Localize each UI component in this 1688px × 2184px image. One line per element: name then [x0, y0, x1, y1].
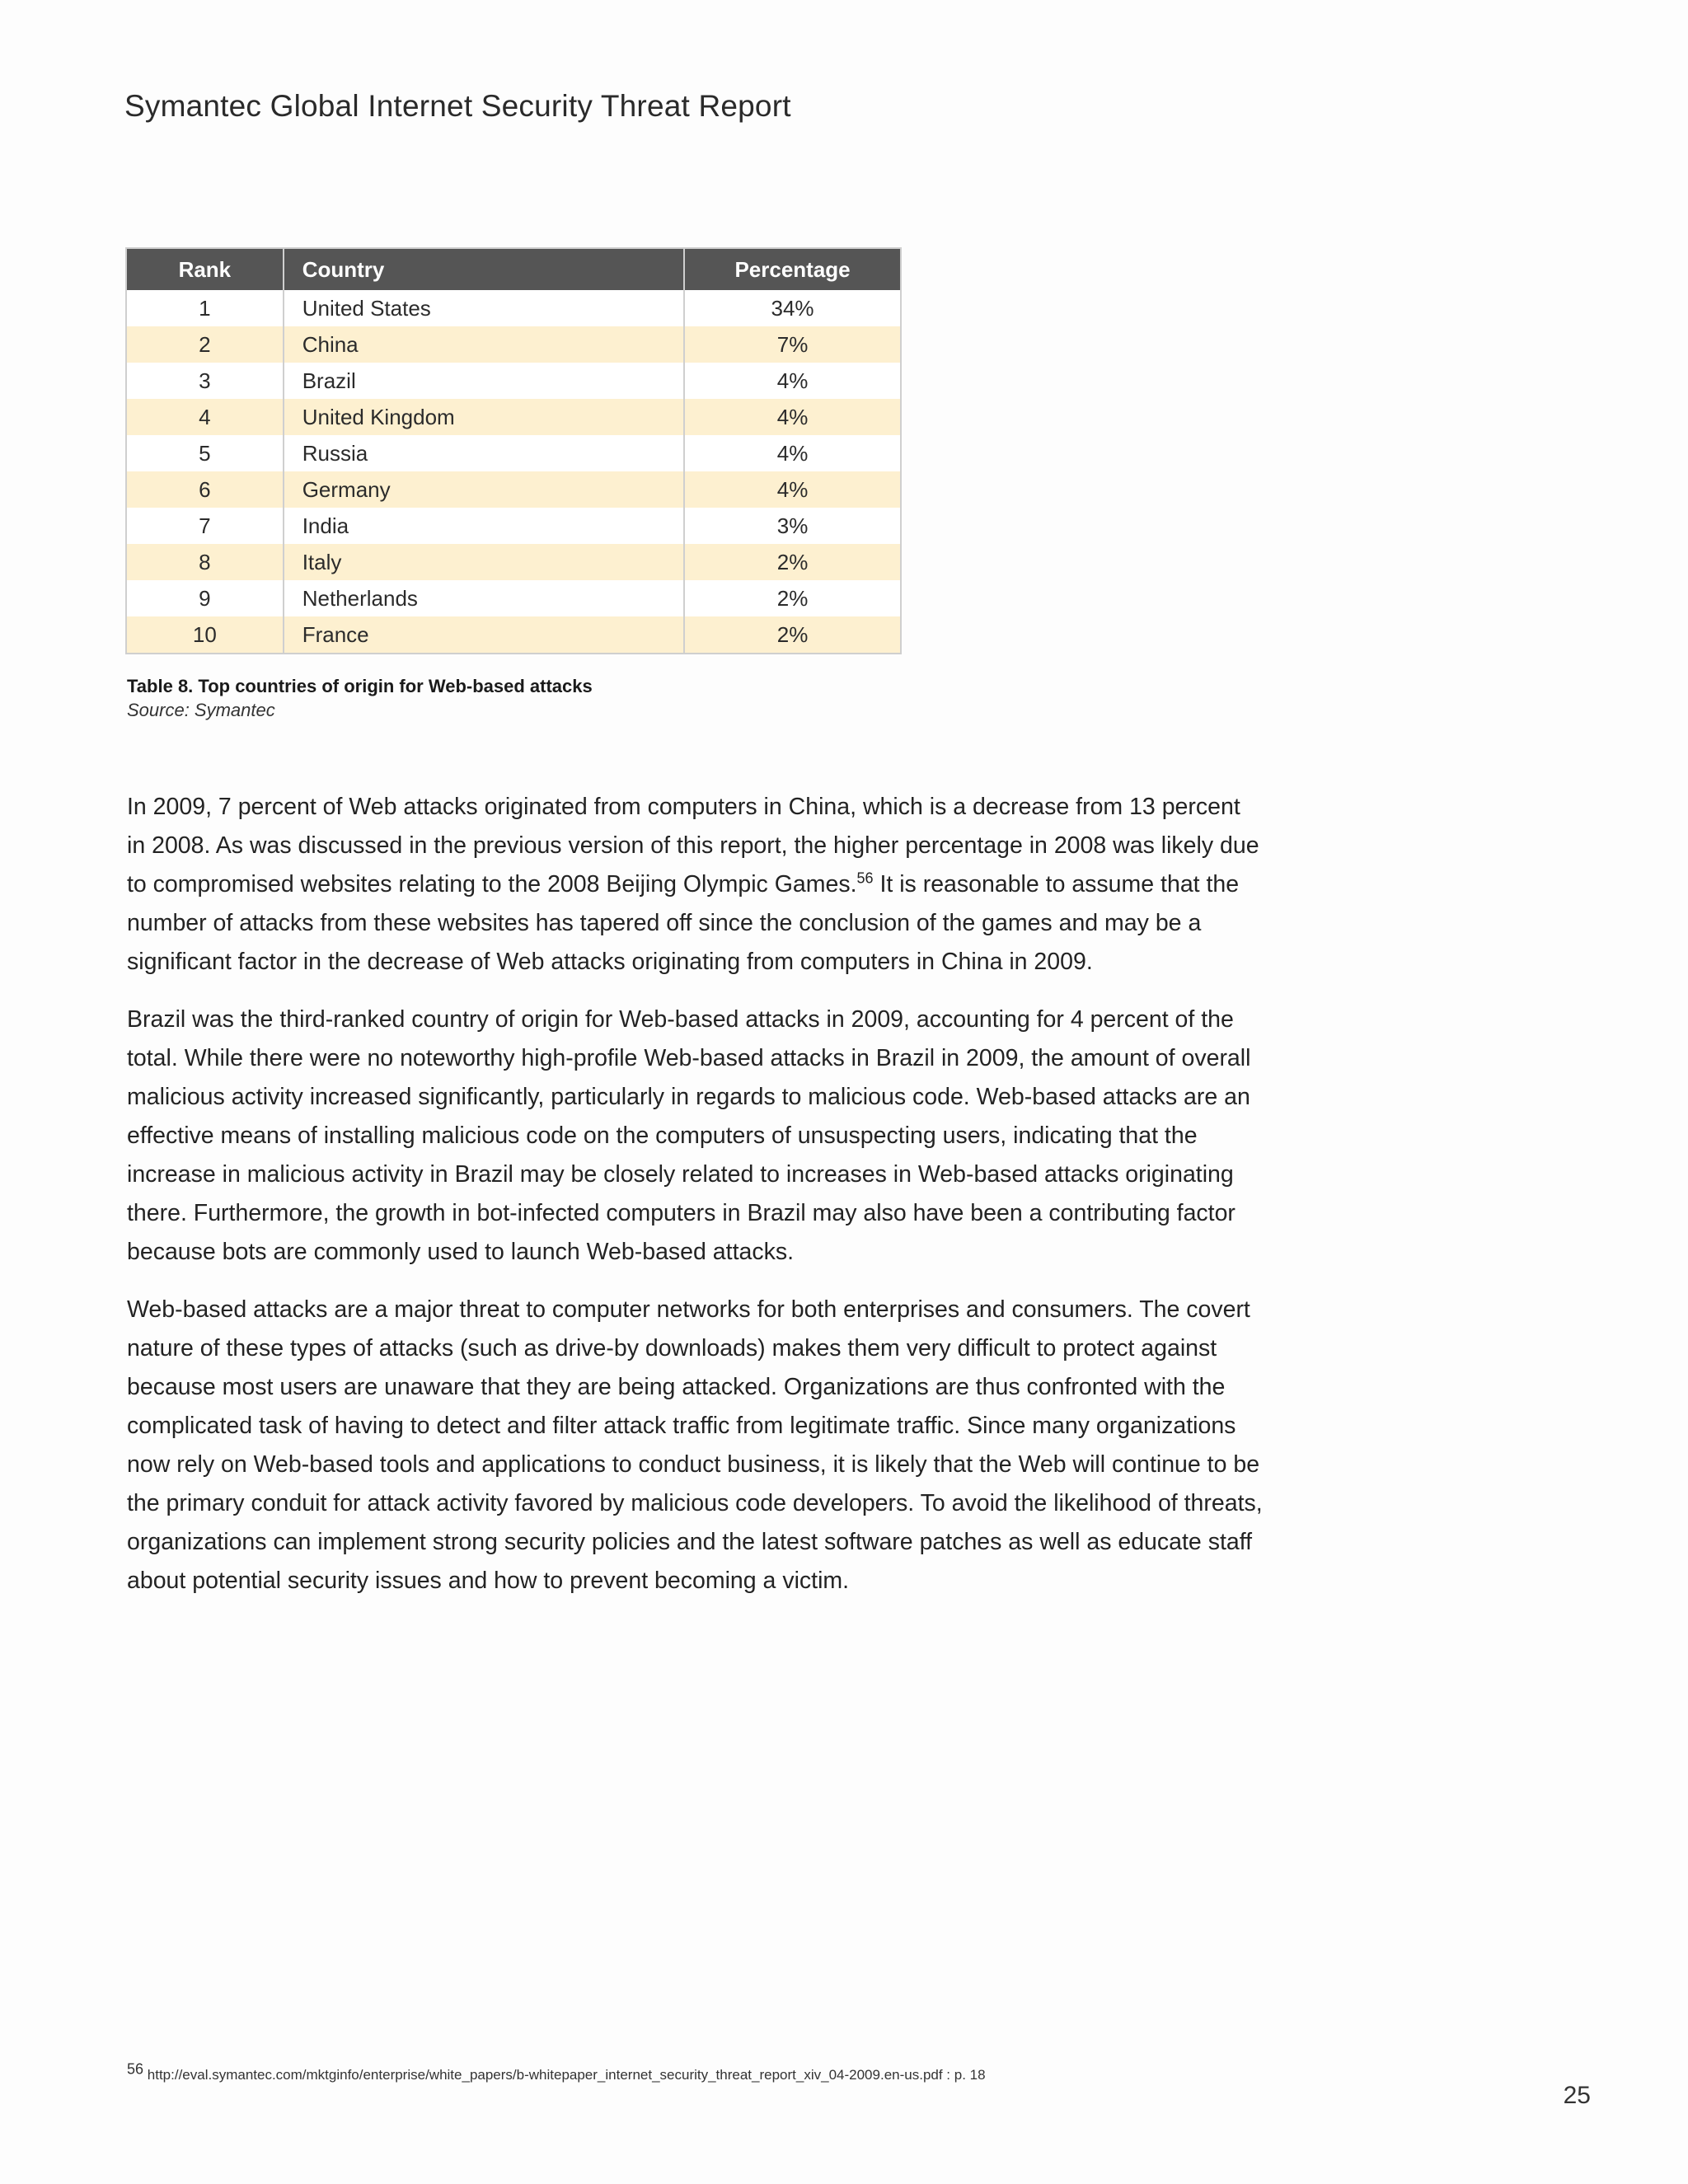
percentage-cell: 2%	[684, 544, 900, 580]
footnote	[127, 2060, 986, 2083]
column-header-rank: Rank	[127, 249, 284, 290]
table-caption	[127, 674, 593, 722]
table-row	[127, 435, 900, 471]
table-row	[127, 616, 900, 653]
paragraph-text: In 2009, 7 percent of Web attacks originated from computers in China, which is a decrease from 13 percent in 2008. As was discussed in the previous version of this report, the higher percentage in 2008 was likely due to compromised websites relating to the 2008 Beijing Olympic Games.	[127, 794, 1259, 898]
country-cell: China	[284, 326, 684, 363]
table-row	[127, 326, 900, 363]
column-header-country: Country	[284, 249, 684, 290]
rank-cell: 10	[127, 616, 284, 653]
rank-cell: 9	[127, 580, 284, 616]
rank-cell: 7	[127, 508, 284, 544]
table-row	[127, 471, 900, 508]
percentage-cell: 4%	[684, 435, 900, 471]
percentage-cell: 34%	[684, 290, 900, 326]
country-cell: Italy	[284, 544, 684, 580]
country-cell: United Kingdom	[284, 399, 684, 435]
country-cell: Netherlands	[284, 580, 684, 616]
percentage-cell: 2%	[684, 580, 900, 616]
table-row	[127, 399, 900, 435]
percentage-cell: 4%	[684, 363, 900, 399]
table-row	[127, 580, 900, 616]
column-header-percentage: Percentage	[684, 249, 900, 290]
page-header-title: Symantec Global Internet Security Threat Report	[124, 89, 791, 123]
countries-table	[127, 249, 900, 653]
percentage-cell: 7%	[684, 326, 900, 363]
footnote-number: 56	[127, 2060, 144, 2078]
percentage-cell: 4%	[684, 399, 900, 435]
table-caption-source: Source: Symantec	[127, 700, 275, 720]
country-cell: India	[284, 508, 684, 544]
table-row	[127, 544, 900, 580]
rank-cell: 4	[127, 399, 284, 435]
rank-cell: 6	[127, 471, 284, 508]
rank-cell: 1	[127, 290, 284, 326]
footnote-reference[interactable]: 56	[856, 869, 874, 887]
country-cell: Brazil	[284, 363, 684, 399]
table-row	[127, 508, 900, 544]
footnote-url[interactable]: http://eval.symantec.com/mktginfo/enterprise/white_papers/b-whitepaper_internet_security_threat_report_xiv_04-2009.en-us.pdf : p. 18	[147, 2067, 986, 2083]
table-header-row	[127, 249, 900, 290]
percentage-cell: 4%	[684, 471, 900, 508]
country-cell: United States	[284, 290, 684, 326]
paragraph-text: It is reasonable to assume that the number of attacks from these websites has tapered off since the conclusion of the games and may be a significant factor in the decrease of Web attacks originating from computers in China in 2009.	[127, 871, 1240, 975]
rank-cell: 3	[127, 363, 284, 399]
rank-cell: 5	[127, 435, 284, 471]
country-cell: Russia	[284, 435, 684, 471]
paragraph-web-attacks: Web-based attacks are a major threat to computer networks for both enterprises and consumers. The covert nature of these types of attacks (such as drive-by downloads) makes them very difficult to protect against because most users are unaware that they are being attacked. Organizations are thus confronted with the complicated task of having to detect and filter attack traffic from legitimate traffic. Since many organizations now rely on Web-based tools and applications to conduct business, it is likely that the Web will continue to be the primary conduit for attack activity favored by malicious code developers. To avoid the likelihood of threats, organizations can implement strong security policies and the latest software patches as well as educate staff about potential security issues and how to prevent becoming a victim.	[127, 1296, 1263, 1594]
percentage-cell: 2%	[684, 616, 900, 653]
table-caption-title: Table 8. Top countries of origin for Web-based attacks	[127, 676, 593, 696]
paragraph-china	[127, 788, 1264, 982]
table-row	[127, 290, 900, 326]
country-cell: Germany	[284, 471, 684, 508]
paragraph-brazil: Brazil was the third-ranked country of origin for Web-based attacks in 2009, accounting for 4 percent of the total. While there were no noteworthy high-profile Web-based attacks in Brazil in 2009, the amount of overall malicious activity increased significantly, particularly in regards to malicious code. Web-based attacks are an effective means of installing malicious code on the computers of unsuspecting users, indicating that the increase in malicious activity in Brazil may be closely related to increases in Web-based attacks originating there. Furthermore, the growth in bot-infected computers in Brazil may also have been a contributing factor because bots are commonly used to launch Web-based attacks.	[127, 1006, 1251, 1265]
percentage-cell: 3%	[684, 508, 900, 544]
page-number: 25	[1563, 2082, 1591, 2109]
body-text	[127, 788, 1264, 1619]
rank-cell: 8	[127, 544, 284, 580]
country-cell: France	[284, 616, 684, 653]
rank-cell: 2	[127, 326, 284, 363]
table-row	[127, 363, 900, 399]
